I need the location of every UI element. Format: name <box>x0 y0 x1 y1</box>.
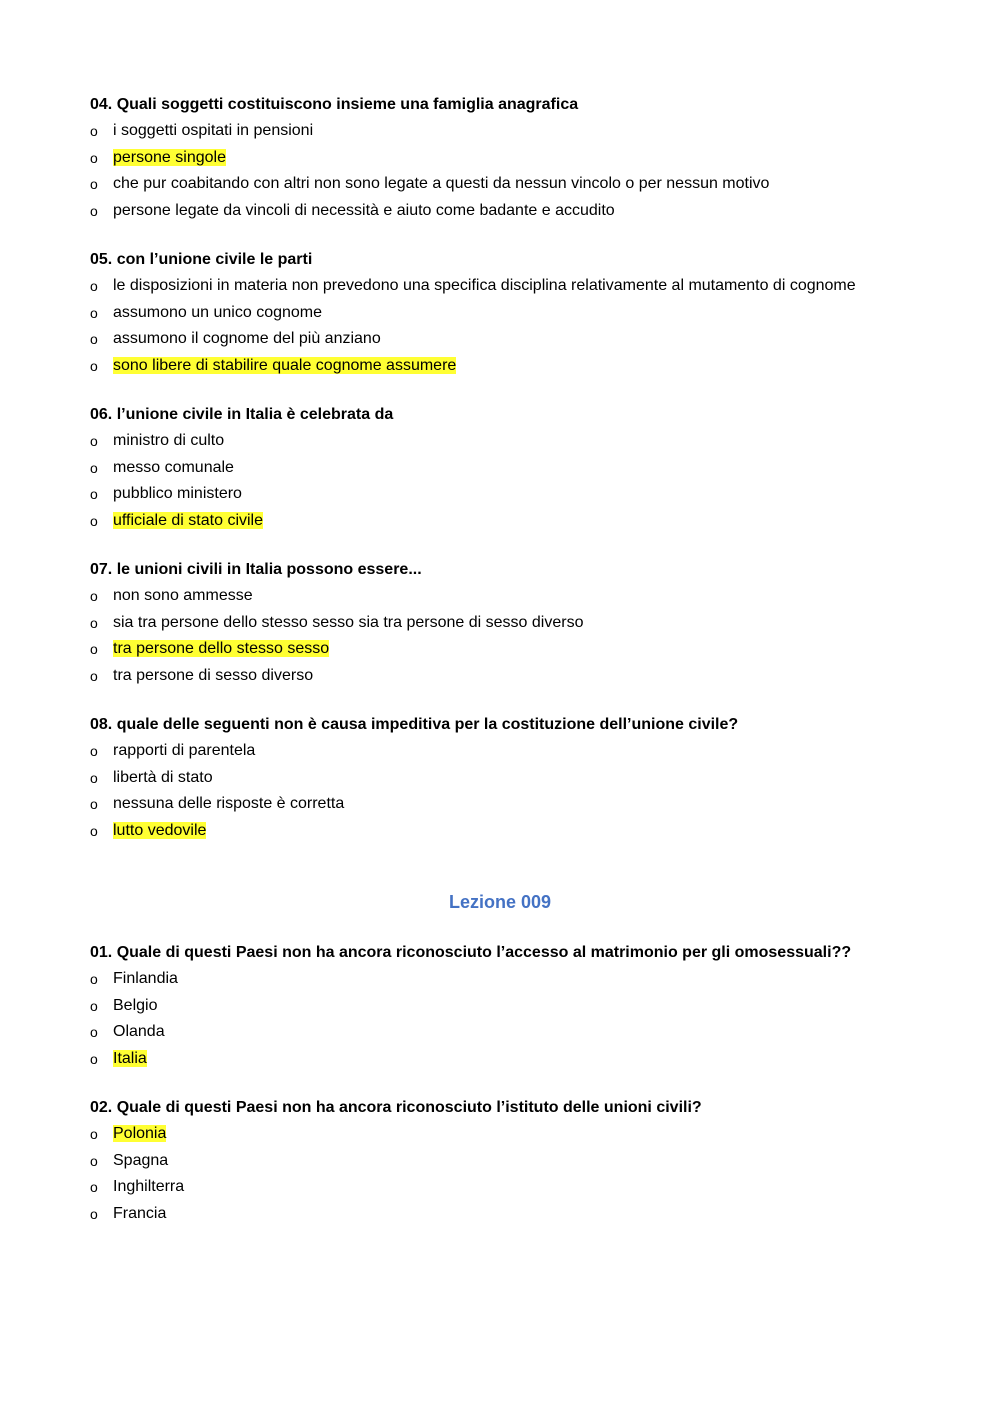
question-block <box>90 402 910 534</box>
answer-text: sia tra persone dello stesso sesso sia tra persone di sesso diverso <box>113 613 584 631</box>
circle-bullet-icon: o <box>90 971 98 987</box>
answer-option <box>90 966 910 993</box>
document-page <box>90 92 910 1250</box>
circle-bullet-icon: o <box>90 176 98 192</box>
answer-option <box>90 118 910 145</box>
answer-option-correct <box>90 145 910 172</box>
answer-option <box>90 273 910 300</box>
circle-bullet-icon: o <box>90 614 98 631</box>
circle-bullet-icon: o <box>90 486 98 502</box>
question-title: 04. Quali soggetti costituiscono insieme una famiglia anagrafica <box>90 96 579 113</box>
answer-text: nessuna delle risposte è corretta <box>113 795 345 812</box>
circle-bullet-icon: o <box>90 331 98 347</box>
answer-text: assumono un unico cognome <box>113 303 323 321</box>
question-block <box>90 1095 910 1227</box>
circle-bullet-icon: o <box>90 123 98 139</box>
circle-bullet-icon: o <box>90 1179 98 1195</box>
answer-option <box>90 765 910 792</box>
answer-option <box>90 1201 910 1228</box>
circle-bullet-icon: o <box>90 278 98 294</box>
question-title: 08. quale delle seguenti non è causa impeditiva per la costituzione dell’unione civile? <box>90 716 739 733</box>
answer-text: messo comunale <box>113 458 234 476</box>
question-title: 06. l’unione civile in Italia è celebrata da <box>90 406 394 423</box>
circle-bullet-icon: o <box>90 743 98 759</box>
highlighted-answer-text: Polonia <box>113 1125 167 1142</box>
answer-text: pubblico ministero <box>113 485 242 502</box>
answer-option <box>90 791 910 818</box>
answer-option <box>90 1019 910 1046</box>
highlighted-answer-text: ufficiale di stato civile <box>113 511 263 529</box>
circle-bullet-icon: o <box>90 796 98 812</box>
answer-text: Belgio <box>113 996 158 1014</box>
answer-option-correct <box>90 353 910 380</box>
question-title: 02. Quale di questi Paesi non ha ancora riconosciuto l’istituto delle unioni civili? <box>90 1099 702 1116</box>
questions-section-previous-lesson <box>90 92 910 844</box>
answer-option <box>90 583 910 610</box>
answer-option-correct <box>90 636 910 663</box>
answer-option-correct <box>90 818 910 845</box>
circle-bullet-icon: o <box>90 1152 98 1169</box>
highlighted-answer-text: tra persone dello stesso sesso <box>113 640 330 657</box>
question-block <box>90 940 910 1072</box>
answer-option <box>90 198 910 225</box>
circle-bullet-icon: o <box>90 641 98 657</box>
circle-bullet-icon: o <box>90 1024 98 1040</box>
answer-text: i soggetti ospitati in pensioni <box>113 122 314 139</box>
highlighted-answer-text: sono libere di stabilire quale cognome assumere <box>113 356 457 374</box>
question-block <box>90 247 910 379</box>
answer-option-correct <box>90 508 910 535</box>
answer-option <box>90 1174 910 1201</box>
highlighted-answer-text: Italia <box>113 1049 147 1067</box>
answer-option <box>90 300 910 327</box>
circle-bullet-icon: o <box>90 202 98 219</box>
answer-option <box>90 738 910 765</box>
question-title: 01. Quale di questi Paesi non ha ancora riconosciuto l’accesso al matrimonio per gli omosessuali?? <box>90 944 852 961</box>
answer-text: rapporti di parentela <box>113 742 256 759</box>
answer-option <box>90 171 910 198</box>
circle-bullet-icon: o <box>90 769 98 786</box>
answer-option <box>90 663 910 690</box>
circle-bullet-icon: o <box>90 1050 98 1067</box>
answer-option <box>90 993 910 1020</box>
question-block <box>90 92 910 224</box>
answer-option <box>90 326 910 353</box>
answer-text: che pur coabitando con altri non sono legate a questi da nessun vincolo o per nessun motivo <box>113 175 770 192</box>
answer-option <box>90 1148 910 1175</box>
answer-text: ministro di culto <box>113 432 225 449</box>
circle-bullet-icon: o <box>90 1205 98 1222</box>
highlighted-answer-text: persone singole <box>113 148 226 166</box>
circle-bullet-icon: o <box>90 459 98 476</box>
questions-section-lesson-009 <box>90 940 910 1227</box>
highlighted-answer-text: lutto vedovile <box>113 821 207 839</box>
answer-option-correct <box>90 1121 910 1148</box>
answer-text: assumono il cognome del più anziano <box>113 330 381 347</box>
question-title: 05. con l’unione civile le parti <box>90 251 313 268</box>
answer-option <box>90 455 910 482</box>
answer-text: le disposizioni in materia non prevedono una specifica disciplina relativamente al mutamento di cognome <box>113 277 856 294</box>
answer-text: Francia <box>113 1204 167 1222</box>
question-block <box>90 712 910 844</box>
answer-option <box>90 610 910 637</box>
answer-text: tra persone di sesso diverso <box>113 666 314 684</box>
answer-text: Inghilterra <box>113 1178 185 1195</box>
question-block <box>90 557 910 689</box>
answer-option <box>90 481 910 508</box>
circle-bullet-icon: o <box>90 822 98 839</box>
circle-bullet-icon: o <box>90 357 98 374</box>
answer-text: persone legate da vincoli di necessità e aiuto come badante e accudito <box>113 201 615 219</box>
answer-text: Finlandia <box>113 970 178 987</box>
answer-text: Olanda <box>113 1023 165 1040</box>
circle-bullet-icon: o <box>90 588 98 604</box>
answer-option <box>90 428 910 455</box>
answer-text: libertà di stato <box>113 768 213 786</box>
circle-bullet-icon: o <box>90 997 98 1014</box>
circle-bullet-icon: o <box>90 667 98 684</box>
circle-bullet-icon: o <box>90 149 98 166</box>
answer-text: non sono ammesse <box>113 587 253 604</box>
circle-bullet-icon: o <box>90 304 98 321</box>
circle-bullet-icon: o <box>90 1126 98 1142</box>
answer-text: Spagna <box>113 1151 169 1169</box>
answer-option-correct <box>90 1046 910 1073</box>
circle-bullet-icon: o <box>90 433 98 449</box>
circle-bullet-icon: o <box>90 512 98 529</box>
lesson-heading: Lezione 009 <box>448 892 552 912</box>
question-title: 07. le unioni civili in Italia possono essere... <box>90 561 422 578</box>
